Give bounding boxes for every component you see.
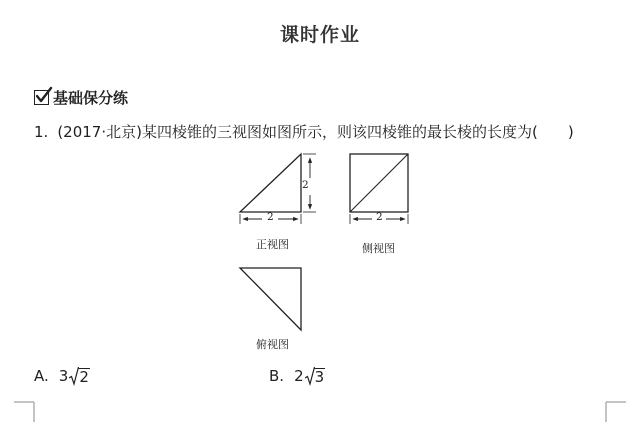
option-a-letter: A. <box>34 367 49 385</box>
question-number: 1. <box>34 123 49 141</box>
section-label: 基础保分练 <box>53 89 129 107</box>
option-b-radicand: 3 <box>314 368 325 386</box>
side-view-caption: 侧视图 <box>362 242 395 255</box>
option-b-coef: 2 <box>294 367 304 385</box>
side-view-diagonal <box>350 154 408 212</box>
top-view-caption: 俯视图 <box>256 338 289 351</box>
page-title: 课时作业 <box>279 24 360 46</box>
sqrt-icon <box>304 366 326 386</box>
top-view <box>240 268 301 330</box>
front-width-label: 2 <box>267 211 274 223</box>
option-b[interactable] <box>269 366 325 386</box>
option-a-radicand: 2 <box>79 368 89 386</box>
front-height-label: 2 <box>302 179 309 191</box>
question-text: (2017·北京)某四棱锥的三视图如图所示，则该四棱锥的最长棱的长度为( ) <box>57 123 574 141</box>
option-b-letter: B. <box>269 367 285 385</box>
corner-mark-left <box>14 402 34 422</box>
side-width-label: 2 <box>376 211 383 223</box>
front-view-triangle <box>240 154 301 212</box>
corner-mark-right <box>606 402 626 422</box>
front-view-caption: 正视图 <box>256 238 289 251</box>
sqrt-icon <box>68 366 90 386</box>
option-a[interactable] <box>34 366 90 386</box>
option-a-coef: 3 <box>58 367 69 385</box>
top-view-triangle <box>240 268 301 330</box>
